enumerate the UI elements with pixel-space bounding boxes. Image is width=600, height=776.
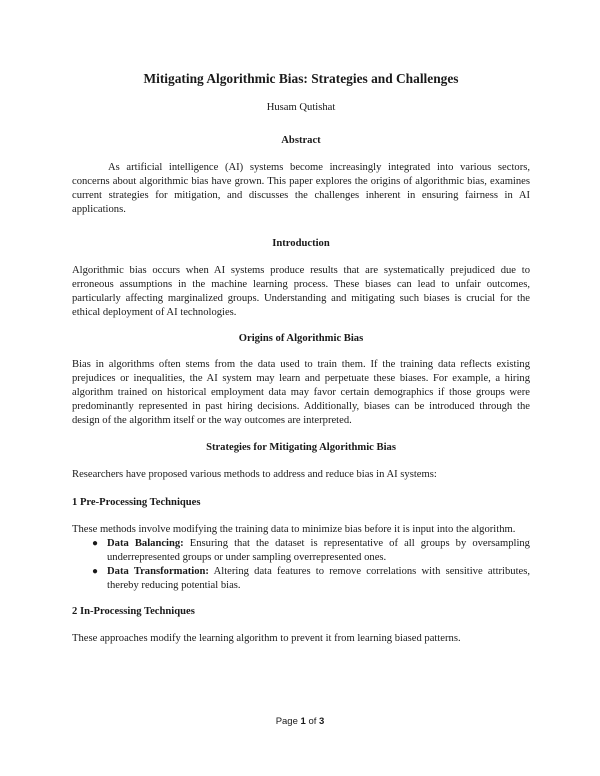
abstract-heading: Abstract xyxy=(281,135,321,146)
origins-heading: Origins of Algorithmic Bias xyxy=(238,333,364,344)
inprocessing-heading: 2 In-Processing Techniques xyxy=(72,606,195,617)
page-prefix: Page xyxy=(275,716,301,727)
author-name: Husam Qutishat xyxy=(266,102,336,113)
abstract-text: As artificial intelligence (AI) systems become increasingly integrated into various sectors, concerns about algorithmic bias have grown. This paper explores the origins of algorithmic bias, examines current strategies for mitigation, and discusses the challenges inherent in ensuring fairness in AI applications. xyxy=(72,162,530,215)
document-title: Mitigating Algorithmic Bias: Strategies and Challenges xyxy=(143,71,459,86)
bullet-icon: ● xyxy=(92,538,99,549)
page-of: of xyxy=(305,716,320,727)
page-content xyxy=(72,70,530,646)
preprocessing-list xyxy=(72,537,530,593)
inprocessing-text: These approaches modify the learning algorithm to prevent it from learning biased patterns. xyxy=(72,633,461,644)
origins-text: Bias in algorithms often stems from the data used to train them. If the training data reflects existing prejudices or inequalities, the AI system may learn and perpetuate these biases. For example, a hiring algorithm trained on historical employment data may favor certain demographics if those groups were predominantly represented in past hiring decisions. Additionally, biases can be introduced through the design of the algorithm itself or the way outcomes are interpreted. xyxy=(72,359,530,426)
list-item xyxy=(92,565,530,593)
list-item-text: Ensuring that the dataset is representative of all groups by oversampling underrepresented groups or under sampling overrepresented ones. xyxy=(107,538,530,563)
bullet-icon: ● xyxy=(92,566,99,577)
introduction-text: Algorithmic bias occurs when AI systems produce results that are systematically prejudiced due to erroneous assumptions in the machine learning process. These biases can lead to unfair outcomes, particularly affecting marginalized groups. Understanding and mitigating such biases is crucial for the ethical deployment of AI technologies. xyxy=(72,265,530,318)
page-number-footer xyxy=(0,716,600,728)
strategies-heading: Strategies for Mitigating Algorithmic Bias xyxy=(206,442,396,453)
list-item xyxy=(92,537,530,565)
introduction-heading: Introduction xyxy=(272,238,330,249)
preprocessing-text: These methods involve modifying the training data to minimize bias before it is input into the algorithm. xyxy=(72,524,516,535)
strategies-intro: Researchers have proposed various methods to address and reduce bias in AI systems: xyxy=(72,469,437,480)
list-item-term: Data Balancing: xyxy=(107,538,184,549)
current-page-number: 1 xyxy=(300,716,306,727)
list-item-term: Data Transformation: xyxy=(107,566,209,577)
preprocessing-heading: 1 Pre-Processing Techniques xyxy=(72,497,201,508)
list-item-text: Altering data features to remove correlations with sensitive attributes, thereby reducing potential bias. xyxy=(107,566,530,591)
total-page-number: 3 xyxy=(319,716,325,727)
